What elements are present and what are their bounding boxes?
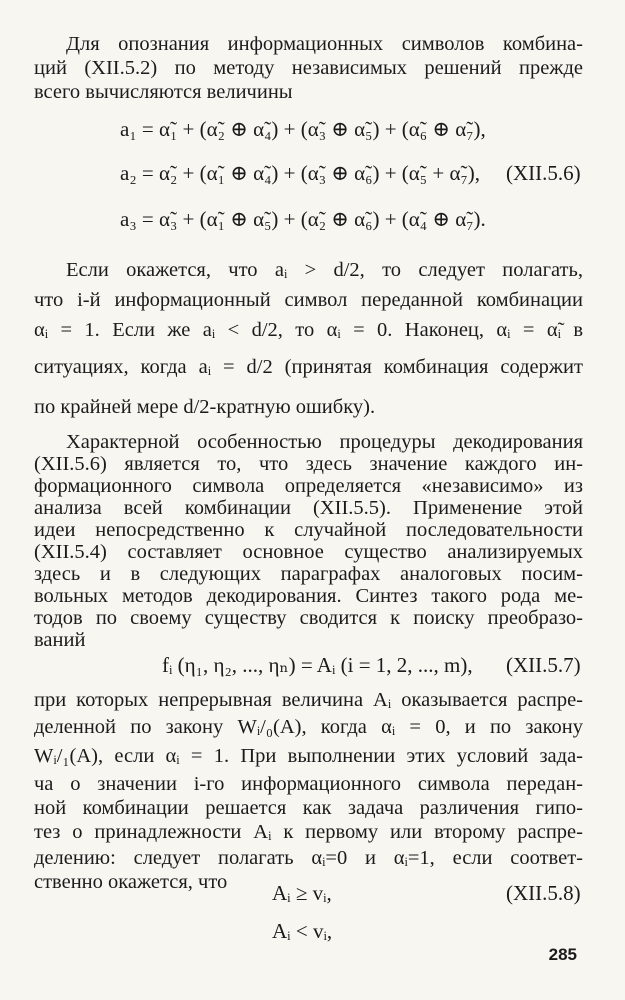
text-line: анализа всей комбинации (XII.5.5). Применение этой (34, 497, 583, 519)
equation-text: a₁ = α̃₁ + (α̃₂ ⊕ α̃₄) + (α̃₃ ⊕ α̃₅) + (α̃₆ ⊕ α̃₇), (120, 117, 486, 141)
text-line: Характерной особенностью процедуры декодирования (66, 431, 583, 453)
text-line: Wᵢ/₁(A), если αᵢ = 1. При выполнении этих условий зада- (34, 745, 583, 767)
text-line: тез о принадлежности Aᵢ к первому или второму распре- (34, 821, 583, 843)
equation-text: fᵢ (η₁, η₂, ..., ηₙ) = Aᵢ (i = 1, 2, ..., m), (162, 653, 473, 677)
text-line: формационного символа определяется «независимо» из (34, 475, 583, 497)
equation-number: (XII.5.6) (506, 161, 581, 185)
equation-number: (XII.5.7) (506, 653, 581, 677)
equation-text: a₃ = α̃₃ + (α̃₁ ⊕ α̃₅) + (α̃₂ ⊕ α̃₆) + (α̃₄ ⊕ α̃₇). (120, 207, 486, 231)
text-line: ча о значении i-го информационного символа передан- (34, 773, 583, 795)
text-line: (XII.5.4) составляет основное существо анализируемых (34, 541, 583, 563)
text-line: αᵢ = 1. Если же aᵢ < d/2, то αᵢ = 0. Наконец, αᵢ = α̃ᵢ в (34, 319, 583, 341)
text-line: ваний (34, 629, 86, 651)
text-line: Если окажется, что aᵢ > d/2, то следует полагать, (66, 259, 583, 281)
text-line: при которых непрерывная величина Aᵢ оказывается распре- (34, 689, 583, 711)
text-line: делению: следует полагать αᵢ=0 и αᵢ=1, если соответ- (34, 847, 583, 869)
text-line: деленной по закону Wᵢ/₀(A), когда αᵢ = 0, и по закону (34, 716, 583, 738)
equation-text: Aᵢ < vᵢ, (272, 919, 333, 943)
text-line: (XII.5.6) является то, что здесь значение каждого ин- (34, 453, 583, 475)
text-line: здесь и в следующих параграфах аналоговых посим- (34, 563, 583, 585)
text-line: ственно окажется, что (34, 871, 228, 893)
text-line: что i-й информационный символ переданной комбинации (34, 289, 583, 311)
text-line: ситуациях, когда aᵢ = d/2 (принятая комбинация содержит (34, 356, 583, 378)
equation-text: a₂ = α̃₂ + (α̃₁ ⊕ α̃₄) + (α̃₃ ⊕ α̃₆) + (α̃₅ + α̃₇), (120, 161, 481, 185)
text-line: вольных методов декодирования. Синтез такого рода ме- (34, 585, 583, 607)
page-number: 285 (548, 945, 577, 964)
text-line: Для опознания информационных символов комбина- (66, 33, 583, 55)
text-line: по крайней мере d/2-кратную ошибку). (34, 396, 376, 418)
text-line: ций (XII.5.2) по методу независимых решений прежде (34, 57, 583, 79)
equation-text: Aᵢ ≥ vᵢ, (272, 881, 332, 905)
text-line: тодов по своему существу сводится к поиску преобразо- (34, 607, 583, 629)
equation-number: (XII.5.8) (506, 881, 581, 905)
text-line: идеи непосредственно к случайной последовательности (34, 519, 583, 541)
text-line: всего вычисляются величины (34, 81, 293, 103)
text-line: ной комбинации решается как задача различения гипо- (34, 797, 583, 819)
